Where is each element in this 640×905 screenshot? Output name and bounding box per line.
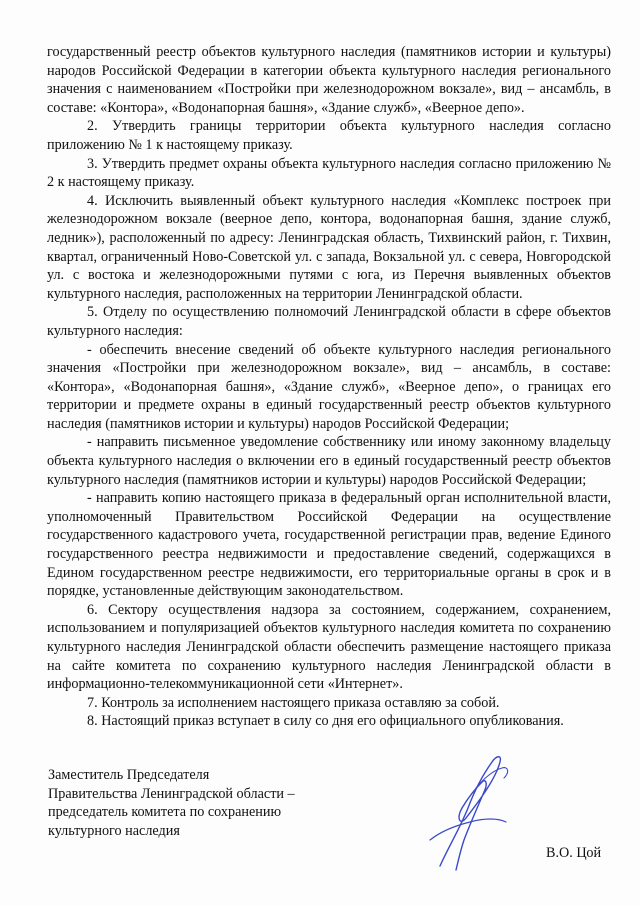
handwritten-signature <box>410 748 530 878</box>
signatory-title-line: Правительства Ленинградской области – <box>48 785 295 802</box>
signatory-title-line: Заместитель Председателя <box>48 767 210 783</box>
signatory-title-block <box>48 766 348 840</box>
document-body <box>47 43 611 731</box>
paragraph-item-3: 3. Утвердить предмет охраны объекта культурного наследия согласно приложению № 2 к настоящему приказу. <box>47 155 611 191</box>
signatory-title-line: культурного наследия <box>48 822 180 839</box>
paragraph-item-5: 5. Отделу по осуществлению полномочий Ленинградской области в сфере объектов культурного наследия: <box>47 304 611 339</box>
paragraph-item-7: 7. Контроль за исполнением настоящего приказа оставляю за собой. <box>87 694 500 711</box>
signatory-title-line: председатель комитета по сохранению <box>48 804 282 821</box>
paragraph-item-4: 4. Исключить выявленный объект культурного наследия «Комплекс построек при железнодорожном вокзале (веерное депо, контора, водонапорная башня, здание служб, ледник»), расположенный по адресу: Ленинградская область, Тихвинский район, г. Тихвин, квартал, ограниченный Ново-Советской ул. с запада, Вокзальной ул. с севера, Новгородской ул. с востока и железнодорожными путями с юга, из Перечня выявленных объектов культурного наследия, расположенных на территории Ленинградской области. <box>47 192 611 302</box>
paragraph-subitem-register: - обеспечить внесение сведений об объекте культурного наследия регионального значения «Постройки при железнодорожном вокзале», вид – ансамбль, в составе: «Контора», «Водонапорная башня», «Здание служб», «Веерное депо», о границах его территории и предмете охраны в единый государственный реестр объектов культурного наследия (памятников истории и культуры) народов Российской Федерации; <box>47 341 611 432</box>
paragraph-item-2: 2. Утвердить границы территории объекта культурного наследия согласно приложению № 1 к настоящему приказу. <box>47 118 611 153</box>
paragraph-subitem-copy: - направить копию настоящего приказа в федеральный орган исполнительной власти, уполномоченный Правительством Российской Федерации на осуществление государственного кадастрового учета, государственной регистрации прав, ведение Единого государственного реестра недвижимости и предоставление сведений, содержащихся в Едином государственном реестре недвижимости, его территориальные органы в срок и в порядке, установленные действующим законодательством. <box>47 490 611 600</box>
paragraph-item-6: 6. Сектору осуществления надзора за состоянием, содержанием, сохранением, использованием и популяризацией объектов культурного наследия комитета по сохранению культурного наследия Ленинградской области обеспечить размещение настоящего приказа на сайте комитета по сохранению культурного наследия Ленинградской области в информационно-телекоммуникационной сети «Интернет». <box>47 601 611 693</box>
paragraph-subitem-notify: - направить письменное уведомление собственнику или иному законному владельцу объекта культурного наследия о включении его в единый государственный реестр объектов культурного наследия (памятников истории и культуры) народов Российской Федерации; <box>47 434 611 488</box>
paragraph-item-8: 8. Настоящий приказ вступает в силу со дня его официального опубликования. <box>87 713 564 730</box>
signatory-name: В.О. Цой <box>546 845 602 861</box>
paragraph-continuation: государственный реестр объектов культурного наследия (памятников истории и культуры) народов Российской Федерации в категории объекта культурного наследия регионального значения с наименованием «Постройки при железнодорожном вокзале», вид – ансамбль, в составе: «Контора», «Водонапорная башня», «Здание служб», «Веерное депо». <box>47 44 611 116</box>
